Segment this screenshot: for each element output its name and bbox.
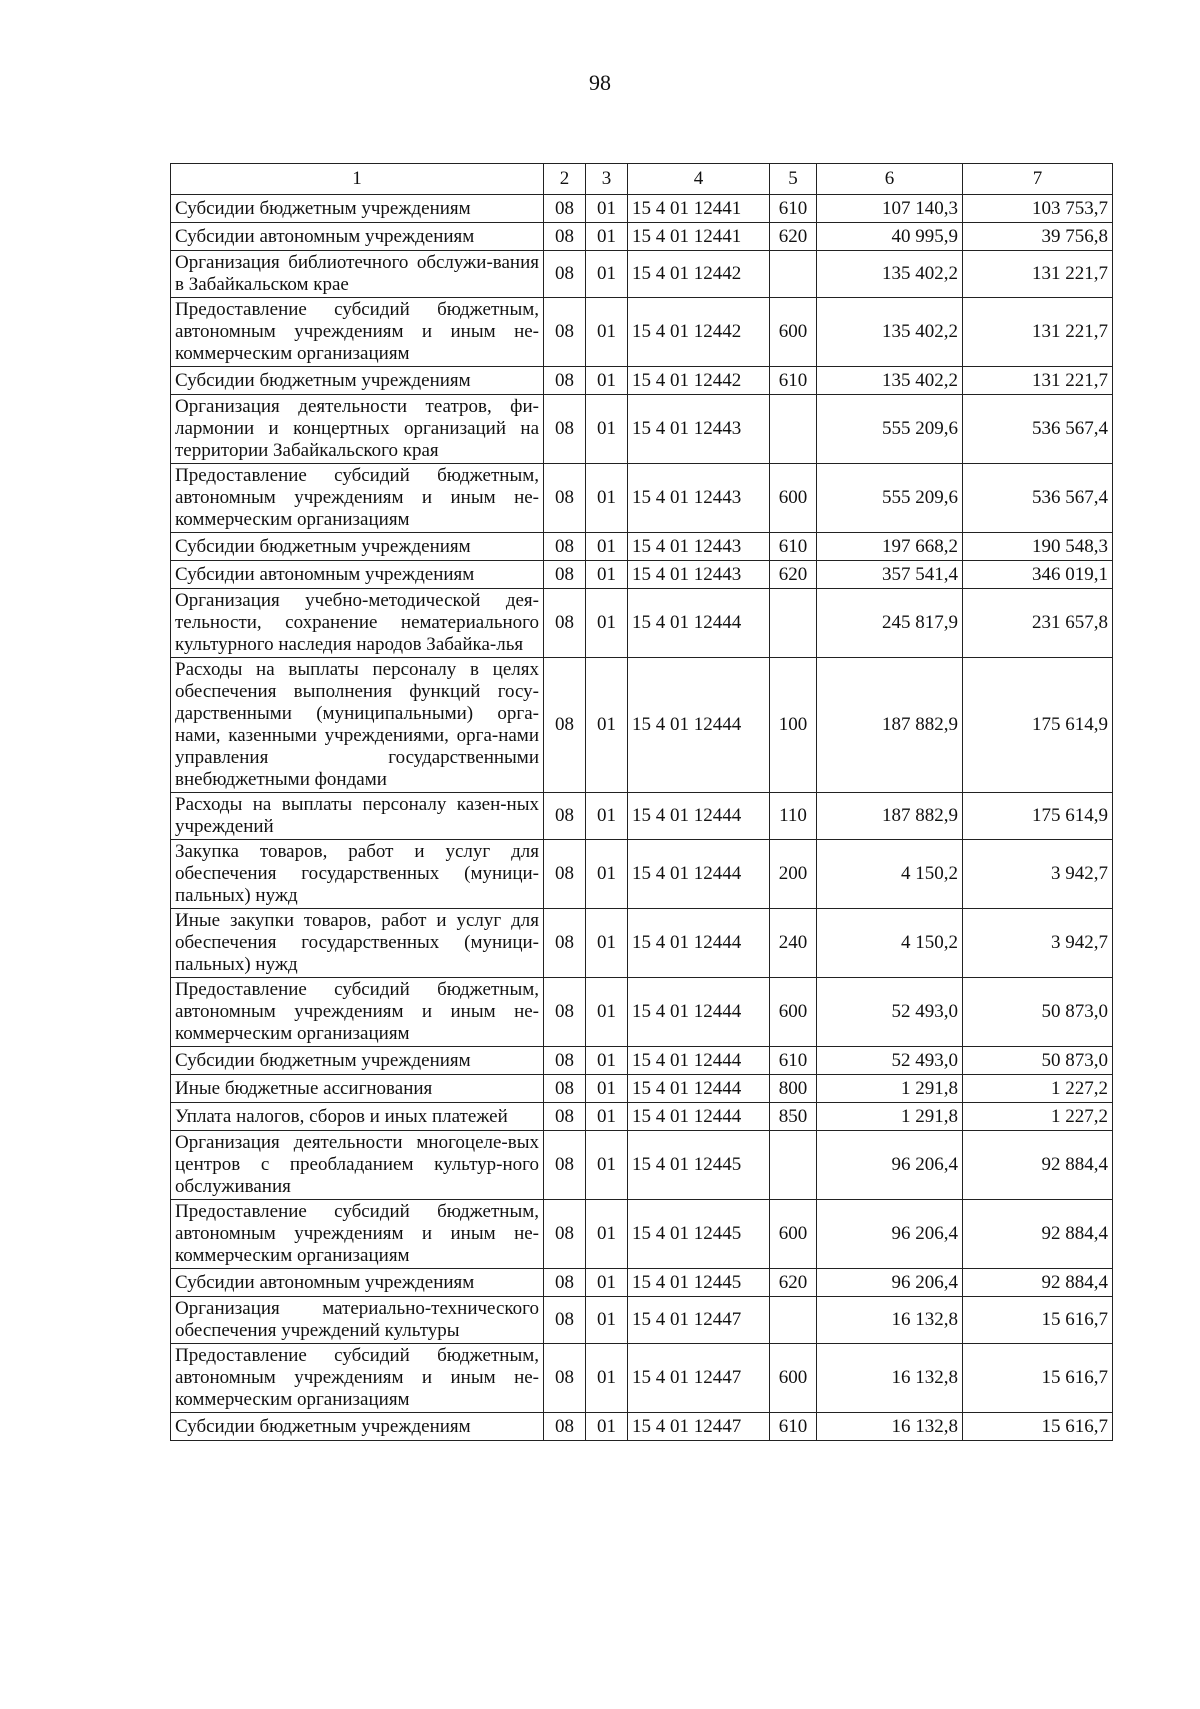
row-subsection: 01 [586, 298, 628, 367]
row-amount-col6: 96 206,4 [817, 1131, 963, 1200]
row-amount-col6: 555 209,6 [817, 464, 963, 533]
row-section: 08 [544, 464, 586, 533]
row-expense-type: 610 [770, 1413, 817, 1441]
row-section: 08 [544, 1047, 586, 1075]
row-target-article: 15 4 01 12442 [628, 367, 770, 395]
row-subsection: 01 [586, 1075, 628, 1103]
row-amount-col6: 4 150,2 [817, 840, 963, 909]
row-amount-col7: 50 873,0 [963, 1047, 1113, 1075]
row-description: Предоставление субсидий бюджетным, автономным учреждениям и иным не-коммерческим организациям [171, 298, 544, 367]
row-description: Субсидии бюджетным учреждениям [171, 533, 544, 561]
row-target-article: 15 4 01 12444 [628, 978, 770, 1047]
row-section: 08 [544, 561, 586, 589]
row-amount-col7: 1 227,2 [963, 1103, 1113, 1131]
row-subsection: 01 [586, 195, 628, 223]
row-amount-col6: 135 402,2 [817, 298, 963, 367]
row-expense-type [770, 251, 817, 298]
row-description: Организация деятельности театров, фи-лармонии и концертных организаций на территории Забайкальского края [171, 395, 544, 464]
row-expense-type: 100 [770, 658, 817, 793]
row-amount-col6: 40 995,9 [817, 223, 963, 251]
row-amount-col7: 3 942,7 [963, 840, 1113, 909]
row-description: Уплата налогов, сборов и иных платежей [171, 1103, 544, 1131]
table-row [171, 223, 1113, 251]
table-row [171, 1344, 1113, 1413]
row-description: Организация деятельности многоцеле-вых центров с преобладанием культур-ного обслуживания [171, 1131, 544, 1200]
row-amount-col6: 1 291,8 [817, 1103, 963, 1131]
row-target-article: 15 4 01 12444 [628, 589, 770, 658]
table-row [171, 840, 1113, 909]
row-target-article: 15 4 01 12443 [628, 395, 770, 464]
row-subsection: 01 [586, 1131, 628, 1200]
row-target-article: 15 4 01 12441 [628, 195, 770, 223]
row-subsection: 01 [586, 367, 628, 395]
header-cell-4: 4 [628, 164, 770, 195]
header-cell-3: 3 [586, 164, 628, 195]
row-amount-col6: 187 882,9 [817, 793, 963, 840]
row-target-article: 15 4 01 12444 [628, 840, 770, 909]
row-amount-col6: 52 493,0 [817, 978, 963, 1047]
row-amount-col6: 135 402,2 [817, 367, 963, 395]
header-row [171, 164, 1113, 195]
row-section: 08 [544, 589, 586, 658]
row-amount-col7: 231 657,8 [963, 589, 1113, 658]
row-amount-col7: 175 614,9 [963, 658, 1113, 793]
row-target-article: 15 4 01 12447 [628, 1413, 770, 1441]
table-row [171, 1103, 1113, 1131]
row-target-article: 15 4 01 12443 [628, 464, 770, 533]
row-amount-col6: 16 132,8 [817, 1344, 963, 1413]
row-section: 08 [544, 1269, 586, 1297]
row-section: 08 [544, 1075, 586, 1103]
row-description: Расходы на выплаты персоналу казен-ных учреждений [171, 793, 544, 840]
row-expense-type: 620 [770, 561, 817, 589]
row-expense-type: 600 [770, 978, 817, 1047]
header-cell-2: 2 [544, 164, 586, 195]
row-subsection: 01 [586, 1047, 628, 1075]
row-target-article: 15 4 01 12441 [628, 223, 770, 251]
row-description: Предоставление субсидий бюджетным, автономным учреждениям и иным не-коммерческим организациям [171, 1344, 544, 1413]
row-expense-type: 620 [770, 223, 817, 251]
page-number: 98 [589, 70, 611, 95]
row-amount-col6: 1 291,8 [817, 1075, 963, 1103]
row-section: 08 [544, 1103, 586, 1131]
row-subsection: 01 [586, 589, 628, 658]
row-section: 08 [544, 395, 586, 464]
row-amount-col7: 3 942,7 [963, 909, 1113, 978]
row-expense-type: 600 [770, 464, 817, 533]
row-amount-col7: 92 884,4 [963, 1131, 1113, 1200]
row-amount-col6: 4 150,2 [817, 909, 963, 978]
row-amount-col7: 103 753,7 [963, 195, 1113, 223]
row-amount-col6: 107 140,3 [817, 195, 963, 223]
table-row [171, 367, 1113, 395]
row-target-article: 15 4 01 12442 [628, 251, 770, 298]
row-section: 08 [544, 1131, 586, 1200]
row-amount-col6: 96 206,4 [817, 1200, 963, 1269]
row-section: 08 [544, 367, 586, 395]
row-subsection: 01 [586, 1413, 628, 1441]
row-amount-col6: 96 206,4 [817, 1269, 963, 1297]
row-target-article: 15 4 01 12442 [628, 298, 770, 367]
table-row [171, 561, 1113, 589]
row-description: Субсидии бюджетным учреждениям [171, 1047, 544, 1075]
table-row [171, 1269, 1113, 1297]
row-description: Предоставление субсидий бюджетным, автономным учреждениям и иным не-коммерческим организациям [171, 978, 544, 1047]
row-amount-col7: 15 616,7 [963, 1297, 1113, 1344]
row-amount-col7: 131 221,7 [963, 251, 1113, 298]
header-cell-1: 1 [171, 164, 544, 195]
row-target-article: 15 4 01 12444 [628, 793, 770, 840]
row-description: Субсидии бюджетным учреждениям [171, 195, 544, 223]
table-row [171, 464, 1113, 533]
row-amount-col6: 16 132,8 [817, 1297, 963, 1344]
table-row [171, 251, 1113, 298]
row-amount-col6: 135 402,2 [817, 251, 963, 298]
row-subsection: 01 [586, 1269, 628, 1297]
row-subsection: 01 [586, 1297, 628, 1344]
table-row [171, 395, 1113, 464]
row-description: Субсидии бюджетным учреждениям [171, 1413, 544, 1441]
table-row [171, 909, 1113, 978]
row-amount-col7: 1 227,2 [963, 1075, 1113, 1103]
row-subsection: 01 [586, 251, 628, 298]
row-subsection: 01 [586, 1103, 628, 1131]
row-target-article: 15 4 01 12447 [628, 1344, 770, 1413]
row-expense-type: 850 [770, 1103, 817, 1131]
row-description: Субсидии автономным учреждениям [171, 1269, 544, 1297]
row-amount-col7: 131 221,7 [963, 367, 1113, 395]
row-amount-col6: 555 209,6 [817, 395, 963, 464]
row-amount-col6: 187 882,9 [817, 658, 963, 793]
row-target-article: 15 4 01 12444 [628, 1103, 770, 1131]
row-expense-type [770, 1131, 817, 1200]
row-target-article: 15 4 01 12445 [628, 1269, 770, 1297]
row-expense-type: 610 [770, 533, 817, 561]
row-expense-type: 200 [770, 840, 817, 909]
row-description: Субсидии бюджетным учреждениям [171, 367, 544, 395]
row-amount-col7: 15 616,7 [963, 1413, 1113, 1441]
row-subsection: 01 [586, 561, 628, 589]
row-description: Организация библиотечного обслужи-вания в Забайкальском крае [171, 251, 544, 298]
row-section: 08 [544, 1413, 586, 1441]
row-section: 08 [544, 978, 586, 1047]
row-target-article: 15 4 01 12445 [628, 1200, 770, 1269]
row-amount-col6: 357 541,4 [817, 561, 963, 589]
row-expense-type [770, 395, 817, 464]
row-section: 08 [544, 793, 586, 840]
row-section: 08 [544, 298, 586, 367]
table-row [171, 195, 1113, 223]
row-amount-col7: 175 614,9 [963, 793, 1113, 840]
row-amount-col6: 52 493,0 [817, 1047, 963, 1075]
row-expense-type: 800 [770, 1075, 817, 1103]
row-target-article: 15 4 01 12443 [628, 533, 770, 561]
row-section: 08 [544, 1344, 586, 1413]
row-section: 08 [544, 840, 586, 909]
row-target-article: 15 4 01 12445 [628, 1131, 770, 1200]
row-section: 08 [544, 533, 586, 561]
row-description: Иные бюджетные ассигнования [171, 1075, 544, 1103]
row-target-article: 15 4 01 12444 [628, 1075, 770, 1103]
header-cell-7: 7 [963, 164, 1113, 195]
row-amount-col7: 536 567,4 [963, 395, 1113, 464]
row-amount-col7: 190 548,3 [963, 533, 1113, 561]
row-expense-type: 620 [770, 1269, 817, 1297]
row-subsection: 01 [586, 1344, 628, 1413]
row-expense-type: 600 [770, 298, 817, 367]
table-row [171, 793, 1113, 840]
row-amount-col6: 197 668,2 [817, 533, 963, 561]
table-row [171, 1131, 1113, 1200]
table-row [171, 978, 1113, 1047]
row-amount-col7: 131 221,7 [963, 298, 1113, 367]
row-amount-col7: 92 884,4 [963, 1200, 1113, 1269]
table-row [171, 533, 1113, 561]
table-row [171, 1200, 1113, 1269]
table-row [171, 1413, 1113, 1441]
table-row [171, 589, 1113, 658]
row-description: Закупка товаров, работ и услуг для обеспечения государственных (муници-пальных) нужд [171, 840, 544, 909]
table-row [171, 298, 1113, 367]
row-subsection: 01 [586, 658, 628, 793]
row-section: 08 [544, 1297, 586, 1344]
header-cell-6: 6 [817, 164, 963, 195]
row-description: Организация учебно-методической дея-тельности, сохранение нематериального культурного наследия народов Забайка-лья [171, 589, 544, 658]
row-description: Предоставление субсидий бюджетным, автономным учреждениям и иным не-коммерческим организациям [171, 464, 544, 533]
row-section: 08 [544, 195, 586, 223]
row-target-article: 15 4 01 12443 [628, 561, 770, 589]
row-amount-col7: 39 756,8 [963, 223, 1113, 251]
row-description: Субсидии автономным учреждениям [171, 561, 544, 589]
row-subsection: 01 [586, 1200, 628, 1269]
row-expense-type: 600 [770, 1344, 817, 1413]
row-subsection: 01 [586, 533, 628, 561]
row-section: 08 [544, 909, 586, 978]
row-target-article: 15 4 01 12444 [628, 909, 770, 978]
row-target-article: 15 4 01 12444 [628, 658, 770, 793]
table-body [171, 195, 1113, 1441]
row-description: Субсидии автономным учреждениям [171, 223, 544, 251]
row-section: 08 [544, 223, 586, 251]
budget-table [170, 163, 1113, 1441]
row-expense-type: 610 [770, 195, 817, 223]
row-amount-col7: 536 567,4 [963, 464, 1113, 533]
row-subsection: 01 [586, 223, 628, 251]
row-expense-type: 600 [770, 1200, 817, 1269]
row-section: 08 [544, 1200, 586, 1269]
table-row [171, 658, 1113, 793]
row-subsection: 01 [586, 978, 628, 1047]
row-amount-col6: 16 132,8 [817, 1413, 963, 1441]
row-subsection: 01 [586, 464, 628, 533]
row-target-article: 15 4 01 12447 [628, 1297, 770, 1344]
table-row [171, 1047, 1113, 1075]
row-expense-type: 110 [770, 793, 817, 840]
row-description: Иные закупки товаров, работ и услуг для обеспечения государственных (муници-пальных) нужд [171, 909, 544, 978]
row-description: Предоставление субсидий бюджетным, автономным учреждениям и иным не-коммерческим организациям [171, 1200, 544, 1269]
header-cell-5: 5 [770, 164, 817, 195]
row-description: Расходы на выплаты персоналу в целях обеспечения выполнения функций госу-дарственными (муниципальными) орга-нами, казенными учреждениями, орга-нами управления государственными внебюджетными фондами [171, 658, 544, 793]
row-amount-col7: 50 873,0 [963, 978, 1113, 1047]
row-section: 08 [544, 251, 586, 298]
row-subsection: 01 [586, 909, 628, 978]
row-section: 08 [544, 658, 586, 793]
row-description: Организация материально-технического обеспечения учреждений культуры [171, 1297, 544, 1344]
row-amount-col7: 92 884,4 [963, 1269, 1113, 1297]
row-amount-col7: 15 616,7 [963, 1344, 1113, 1413]
row-target-article: 15 4 01 12444 [628, 1047, 770, 1075]
row-subsection: 01 [586, 395, 628, 464]
row-amount-col7: 346 019,1 [963, 561, 1113, 589]
row-expense-type: 240 [770, 909, 817, 978]
row-subsection: 01 [586, 793, 628, 840]
row-expense-type: 610 [770, 1047, 817, 1075]
row-expense-type [770, 1297, 817, 1344]
row-amount-col6: 245 817,9 [817, 589, 963, 658]
row-expense-type [770, 589, 817, 658]
row-expense-type: 610 [770, 367, 817, 395]
row-subsection: 01 [586, 840, 628, 909]
table-row [171, 1075, 1113, 1103]
table-row [171, 1297, 1113, 1344]
